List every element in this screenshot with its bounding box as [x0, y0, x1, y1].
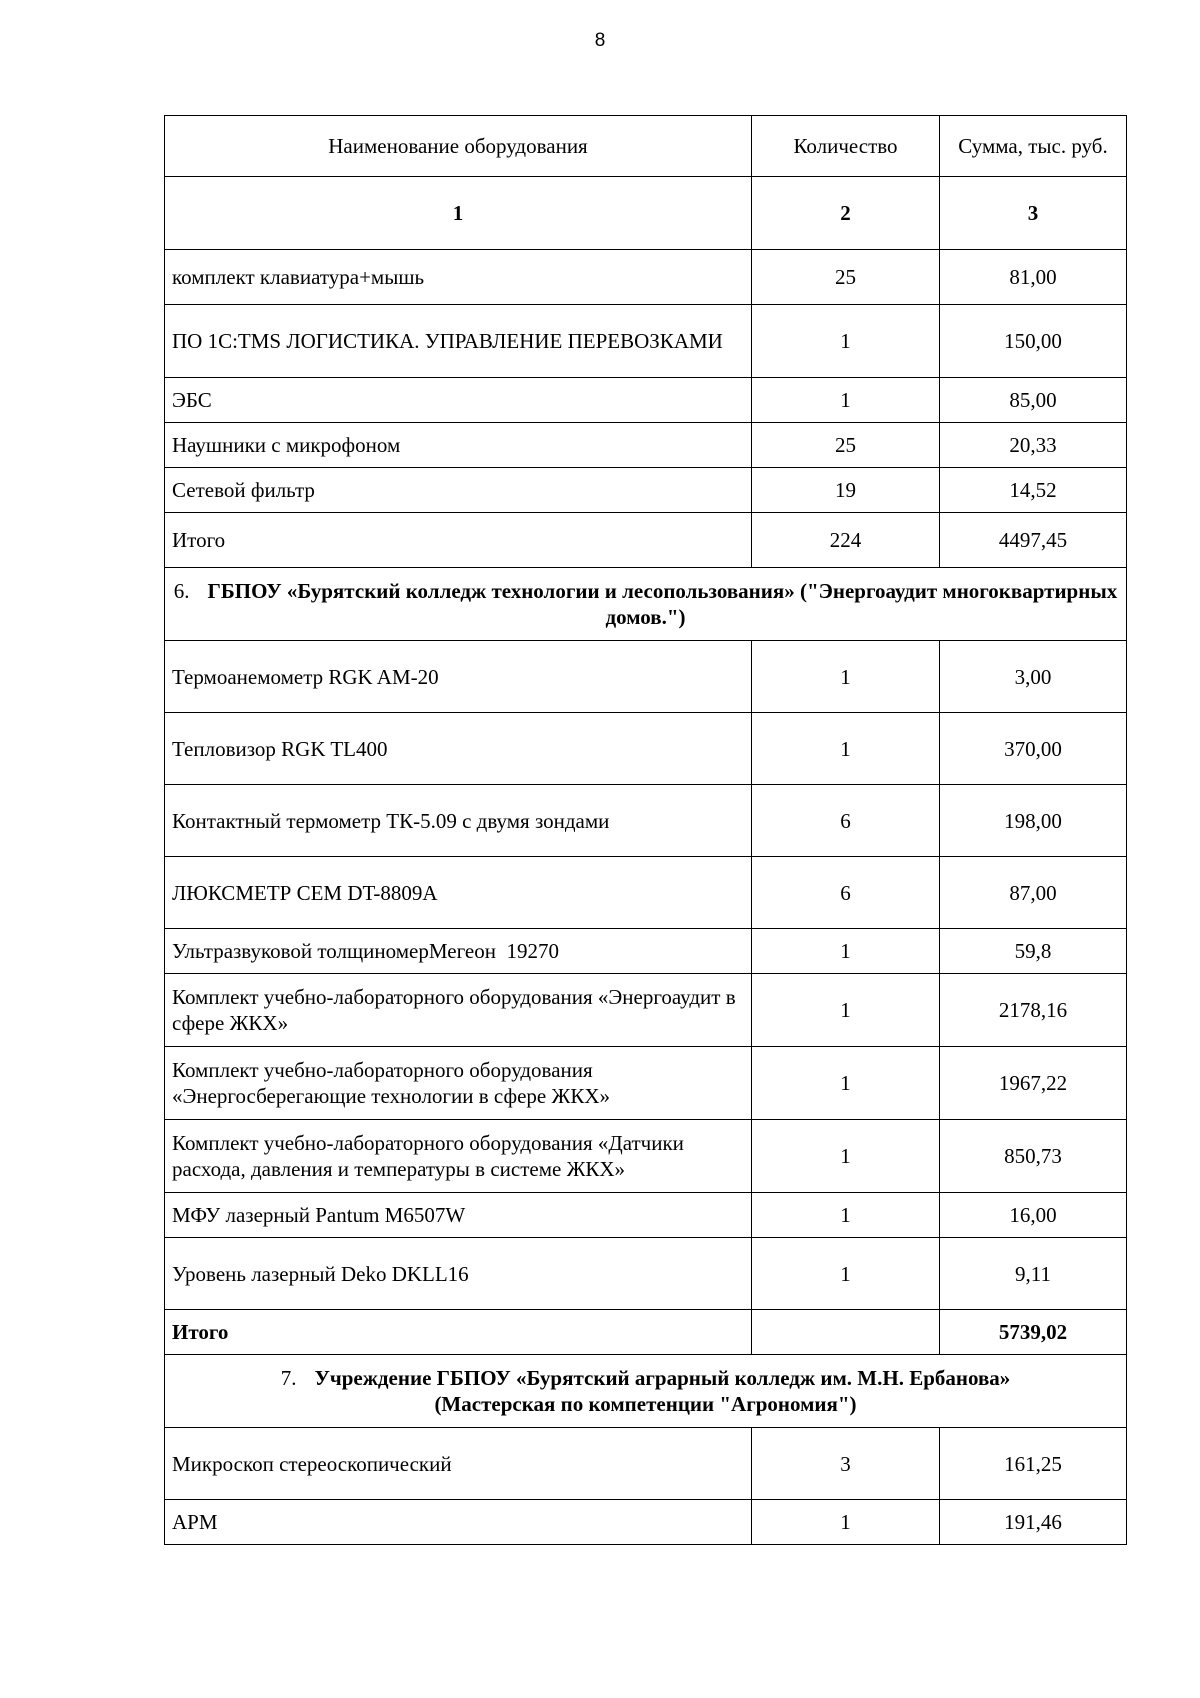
item-qty: 1	[752, 1193, 940, 1238]
item-qty: 1	[752, 1238, 940, 1310]
item-qty: 1	[752, 929, 940, 974]
item-qty: 1	[752, 974, 940, 1047]
item-sum: 2178,16	[940, 974, 1127, 1047]
item-name: АРМ	[165, 1500, 752, 1545]
table-row	[165, 1193, 1127, 1238]
item-name: Тепловизор RGK TL400	[165, 713, 752, 785]
section-title-line1: Учреждение ГБПОУ «Бурятский аграрный колледж им. М.Н. Ербанова»	[314, 1366, 1011, 1390]
table-row	[165, 641, 1127, 713]
item-sum: 370,00	[940, 713, 1127, 785]
total-label: Итого	[165, 513, 752, 568]
total-qty: 224	[752, 513, 940, 568]
table-row	[165, 423, 1127, 468]
item-qty: 1	[752, 1120, 940, 1193]
item-qty: 1	[752, 1047, 940, 1120]
table-header-row	[165, 116, 1127, 177]
item-name: Контактный термометр ТК-5.09 с двумя зондами	[165, 785, 752, 857]
item-sum: 14,52	[940, 468, 1127, 513]
table-row	[165, 857, 1127, 929]
item-qty: 6	[752, 785, 940, 857]
item-sum: 20,33	[940, 423, 1127, 468]
item-name: Сетевой фильтр	[165, 468, 752, 513]
item-qty: 1	[752, 641, 940, 713]
table-row	[165, 305, 1127, 378]
item-name: Ультразвуковой толщиномерМегеон 19270	[165, 929, 752, 974]
item-qty: 1	[752, 305, 940, 378]
section-heading	[165, 568, 1127, 641]
section-number: 6.	[173, 579, 190, 603]
item-name: комплект клавиатура+мышь	[165, 250, 752, 305]
section-title: ГБПОУ «Бурятский колледж технологии и лесопользования» ("Энергоаудит многоквартирных домов.")	[207, 579, 1118, 629]
table-row	[165, 713, 1127, 785]
item-sum: 9,11	[940, 1238, 1127, 1310]
item-name: ЭБС	[165, 378, 752, 423]
total-label: Итого	[165, 1310, 752, 1355]
item-sum: 81,00	[940, 250, 1127, 305]
total-row	[165, 513, 1127, 568]
table-row	[165, 1500, 1127, 1545]
item-sum: 161,25	[940, 1428, 1127, 1500]
item-qty: 19	[752, 468, 940, 513]
item-sum: 191,46	[940, 1500, 1127, 1545]
equipment-table	[164, 115, 1127, 1545]
table-row	[165, 250, 1127, 305]
column-index-3: 3	[940, 177, 1127, 250]
table-row	[165, 929, 1127, 974]
header-qty: Количество	[752, 116, 940, 177]
table-row	[165, 1238, 1127, 1310]
item-name: Комплект учебно-лабораторного оборудования «Датчики расхода, давления и температуры в системе ЖКХ»	[165, 1120, 752, 1193]
item-qty: 25	[752, 250, 940, 305]
column-index-1: 1	[165, 177, 752, 250]
column-index-row	[165, 177, 1127, 250]
table-row	[165, 378, 1127, 423]
section-heading	[165, 1355, 1127, 1428]
item-name: Уровень лазерный Deko DKLL16	[165, 1238, 752, 1310]
item-qty: 6	[752, 857, 940, 929]
table-row	[165, 1428, 1127, 1500]
item-sum: 16,00	[940, 1193, 1127, 1238]
item-sum: 198,00	[940, 785, 1127, 857]
page-number: 8	[594, 30, 606, 51]
item-sum: 85,00	[940, 378, 1127, 423]
total-sum: 4497,45	[940, 513, 1127, 568]
item-name: Комплект учебно-лабораторного оборудования «Энергосберегающие технологии в сфере ЖКХ»	[165, 1047, 752, 1120]
item-sum: 150,00	[940, 305, 1127, 378]
section-heading-row	[165, 568, 1127, 641]
table-row	[165, 468, 1127, 513]
header-name: Наименование оборудования	[165, 116, 752, 177]
header-sum: Сумма, тыс. руб.	[940, 116, 1127, 177]
total-sum: 5739,02	[940, 1310, 1127, 1355]
total-qty	[752, 1310, 940, 1355]
item-sum: 1967,22	[940, 1047, 1127, 1120]
item-sum: 850,73	[940, 1120, 1127, 1193]
item-sum: 59,8	[940, 929, 1127, 974]
table-row	[165, 1047, 1127, 1120]
table-row	[165, 1120, 1127, 1193]
item-sum: 87,00	[940, 857, 1127, 929]
item-name: Микроскоп стереоскопический	[165, 1428, 752, 1500]
item-name: Комплект учебно-лабораторного оборудования «Энергоаудит в сфере ЖКХ»	[165, 974, 752, 1047]
item-qty: 1	[752, 378, 940, 423]
item-qty: 1	[752, 713, 940, 785]
table-row	[165, 974, 1127, 1047]
item-qty: 25	[752, 423, 940, 468]
total-row	[165, 1310, 1127, 1355]
column-index-2: 2	[752, 177, 940, 250]
item-qty: 1	[752, 1500, 940, 1545]
item-name: Термоанемометр RGK AM-20	[165, 641, 752, 713]
item-sum: 3,00	[940, 641, 1127, 713]
item-name: МФУ лазерный Pantum M6507W	[165, 1193, 752, 1238]
section-title-line2: (Мастерская по компетенции "Агрономия")	[434, 1392, 857, 1416]
section-heading-row	[165, 1355, 1127, 1428]
item-name: Наушники с микрофоном	[165, 423, 752, 468]
table-row	[165, 785, 1127, 857]
section-number: 7.	[280, 1366, 297, 1390]
item-qty: 3	[752, 1428, 940, 1500]
item-name: ЛЮКСМЕТР CEM DT-8809A	[165, 857, 752, 929]
item-name: ПО 1С:TMS ЛОГИСТИКА. УПРАВЛЕНИЕ ПЕРЕВОЗКАМИ	[165, 305, 752, 378]
